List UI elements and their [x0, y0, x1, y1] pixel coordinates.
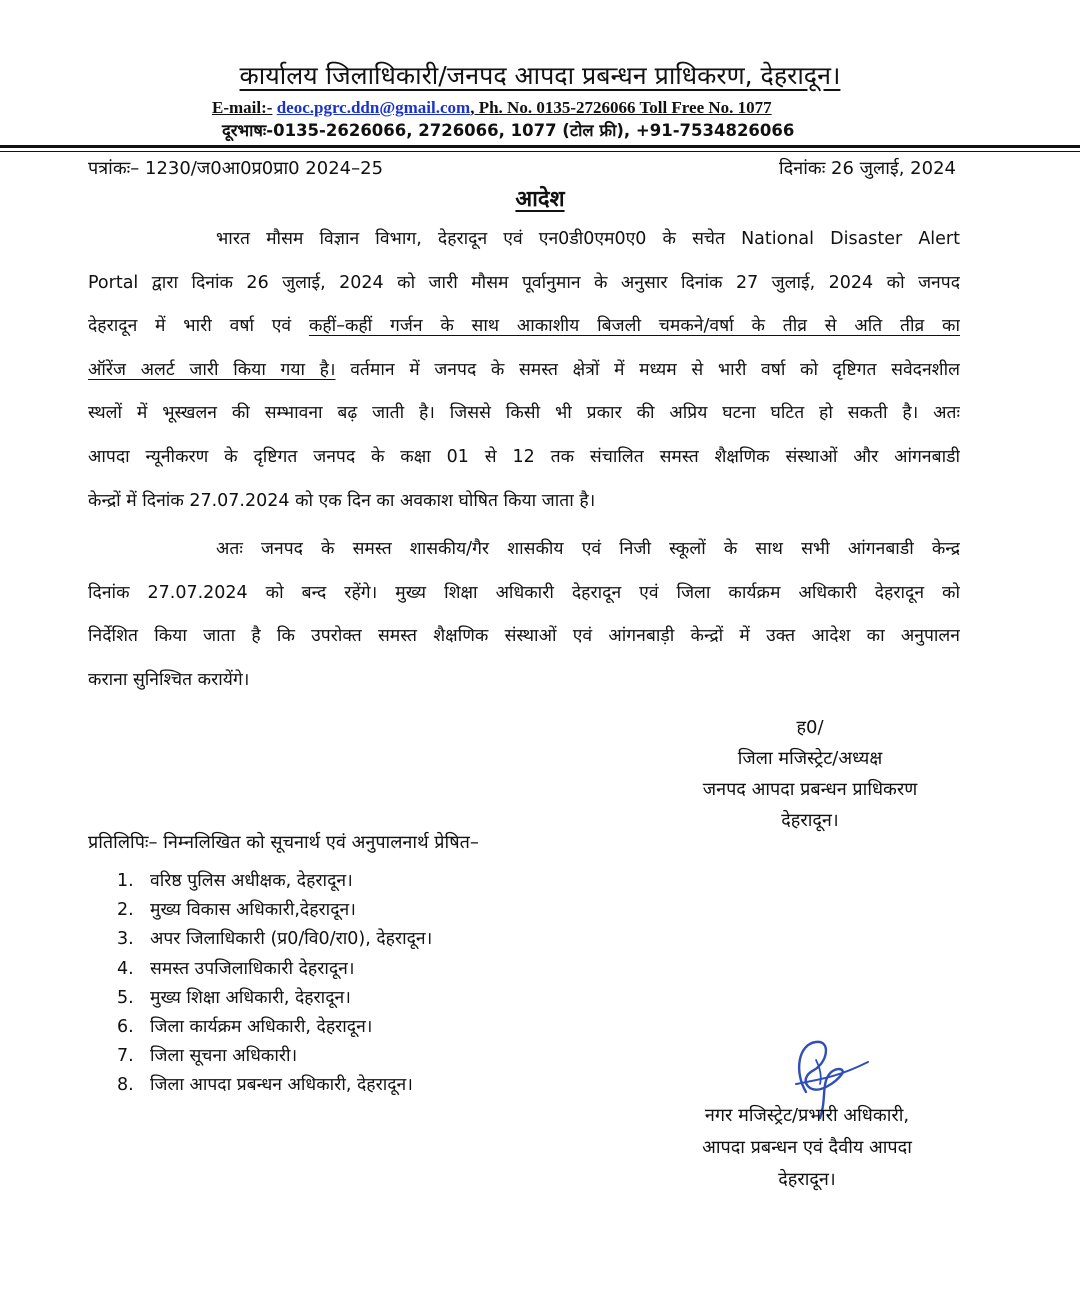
copy-to-item-number: 1.	[117, 871, 134, 891]
signatory-place: देहरादून।	[778, 1169, 836, 1190]
copy-to-list	[117, 867, 432, 1101]
orange-alert-text: ऑरेंज अलर्ट जारी किया गया है।	[88, 359, 336, 380]
copy-to-item-number: 5.	[117, 987, 134, 1008]
copy-to-item-text: वरिष्ठ पुलिस अधीक्षक, देहरादून।	[150, 871, 353, 891]
phone-line-hindi: दूरभाषः-0135-2626066, 2726066, 1077 (टोल फ्री), +91-7534826066	[222, 121, 795, 140]
office-title: कार्यालय जिलाधिकारी/जनपद आपदा प्रबन्धन प्राधिकरण, देहरादून।	[239, 61, 841, 90]
signatory-authority: जनपद आपदा प्रबन्धन प्राधिकरण	[702, 779, 918, 800]
alert-underlined-text: कहीं–कहीं गर्जन के साथ आकाशीय बिजली चमकने/वर्षा के तीव्र से अति तीव्र का	[308, 316, 960, 337]
email-label: E-mail:-	[212, 98, 273, 117]
paragraph-line: भारत मौसम विज्ञान विभाग, देहरादून एवं एन0डी0एम0ए0 के सचेत National Disaster Alert	[216, 229, 960, 249]
paragraph-line	[88, 305, 960, 349]
paragraph-line: कराना सुनिश्चित करायेंगे।	[88, 669, 250, 690]
signatory-designation: जिला मजिस्ट्रेट/अध्यक्ष	[737, 748, 883, 769]
letter-date: दिनांकः 26 जुलाई, 2024	[779, 158, 956, 179]
letter-number: पत्रांकः– 1230/ज0आ0प्र0प्रा0 2024–25	[88, 158, 384, 179]
signatory-designation: नगर मजिस्ट्रेट/प्रभारी अधिकारी,	[704, 1105, 910, 1126]
copy-to-item	[117, 925, 432, 954]
paragraph-text: देहरादून में भारी वर्षा एवं	[88, 316, 309, 337]
paragraph-text: वर्तमान में जनपद के समस्त क्षेत्रों में मध्यम से भारी वर्षा को दृष्टिगत सवेदनशील	[335, 359, 960, 380]
signatory-place: देहरादून।	[781, 810, 839, 831]
paragraph-line: स्थलों में भूस्खलन की सम्भावना बढ़ जाती है। जिससे किसी भी प्रकार की अप्रिय घटना घटित हो सकती है। अतः	[88, 403, 960, 424]
copy-to-item	[117, 984, 432, 1013]
header-divider-thick	[0, 145, 1080, 148]
copy-to-item-text: जिला कार्यक्रम अधिकारी, देहरादून।	[150, 1016, 373, 1037]
copy-to-item-number: 4.	[117, 958, 134, 979]
copy-to-item-number: 3.	[117, 929, 134, 950]
paragraph-line: आपदा न्यूनीकरण के दृष्टिगत जनपद के कक्षा 01 से 12 तक संचालित समस्त शैक्षणिक संस्थाओं और आंगनबाडी	[88, 446, 960, 467]
signatory-city-magistrate	[672, 1100, 942, 1196]
paragraph-line: दिनांक 27.07.2024 को बन्द रहेंगे। मुख्य शिक्षा अधिकारी देहरादून एवं जिला कार्यक्रम अधिकारी देहरादून को	[88, 582, 960, 603]
order-paragraph-1	[88, 218, 960, 523]
copy-to-item-text: जिला सूचना अधिकारी।	[150, 1046, 298, 1067]
copy-to-item-number: 8.	[117, 1075, 134, 1096]
paragraph-line: अतः जनपद के समस्त शासकीय/गैर शासकीय एवं निजी स्कूलों के साथ सभी आंगनबाडी केन्द्र	[216, 539, 960, 559]
copy-to-item	[117, 1042, 432, 1071]
email-line	[212, 98, 772, 118]
copy-to-item-number: 6.	[117, 1016, 134, 1037]
copy-to-item-number: 2.	[117, 900, 134, 921]
copy-to-item	[117, 1071, 432, 1100]
copy-to-item-number: 7.	[117, 1046, 134, 1067]
copy-to-item	[117, 955, 432, 984]
copy-to-item	[117, 896, 432, 925]
signatory-department: आपदा प्रबन्धन एवं दैवीय आपदा	[702, 1137, 912, 1158]
copy-to-item-text: जिला आपदा प्रबन्धन अधिकारी, देहरादून।	[150, 1075, 413, 1096]
copy-to-item	[117, 867, 432, 896]
paragraph-line: Portal द्वारा दिनांक 26 जुलाई, 2024 को जारी मौसम पूर्वानुमान के अनुसार दिनांक 27 जुलाई, 2024 को जनपद	[88, 272, 960, 293]
copy-to-item-text: समस्त उपजिलाधिकारी देहरादून।	[150, 958, 355, 979]
phone-tollfree: , Ph. No. 0135-2726066 Toll Free No. 1077	[470, 98, 772, 117]
signatory-district-magistrate	[680, 712, 940, 836]
copy-to-item-text: अपर जिलाधिकारी (प्र0/वि0/रा0), देहरादून।	[150, 929, 433, 950]
paragraph-line: केन्द्रों में दिनांक 27.07.2024 को एक दिन का अवकाश घोषित किया जाता है।	[88, 490, 596, 511]
sign-mark: ह0/	[796, 717, 824, 738]
copy-to-item	[117, 1013, 432, 1042]
order-title: आदेश	[515, 187, 565, 212]
order-paragraph-2	[88, 528, 960, 702]
copy-to-heading: प्रतिलिपिः– निम्नलिखित को सूचनार्थ एवं अनुपालनार्थ प्रेषित–	[88, 832, 479, 853]
copy-to-item-text: मुख्य विकास अधिकारी,देहरादून।	[150, 900, 356, 921]
header-divider-thin	[0, 151, 1080, 152]
paragraph-line	[88, 349, 960, 393]
email-link[interactable]: deoc.pgrc.ddn@gmail.com	[276, 98, 471, 117]
copy-to-item-text: मुख्य शिक्षा अधिकारी, देहरादून।	[150, 987, 351, 1008]
paragraph-line: निर्देशित किया जाता है कि उपरोक्त समस्त शैक्षणिक संस्थाओं एवं आंगनबाड़ी केन्द्रों में उक्त आदेश का अनुपालन	[88, 626, 960, 647]
